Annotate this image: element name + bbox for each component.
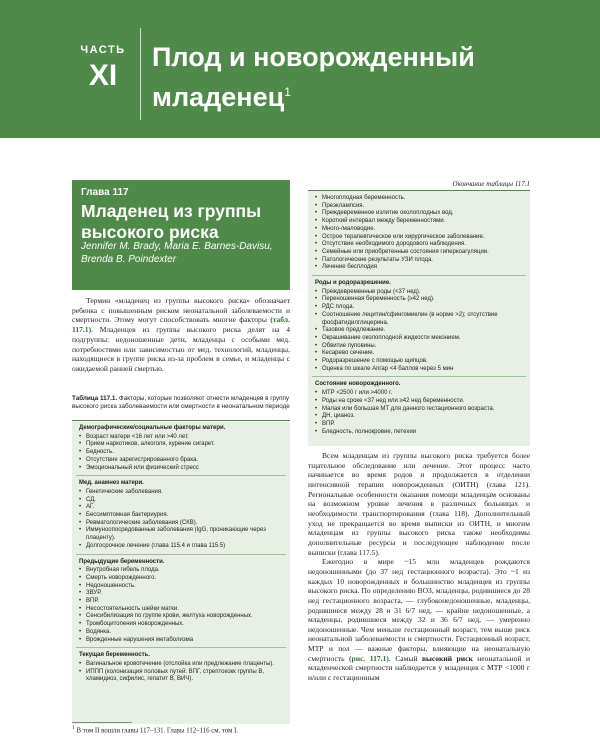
table-list-item: • Обвитие пуповины.: [315, 343, 523, 351]
table-list-item: • Прием наркотиков, алкоголя, курение сигарет.: [79, 441, 283, 449]
table-list-item: • Сенсибилизация по группе крови, желтуха новорожденных.: [79, 613, 283, 621]
body-text-segment: неонатальной и младенческой смертности наблюдается у младенцев с МТР <1000 г и/или с гестационным: [308, 653, 530, 683]
footnote-text: В том II вошли главы 117–131. Главы 112–116 см. том I.: [76, 727, 239, 735]
table-section-list: [79, 434, 283, 473]
table-list-item: • Малая или большая МТ для данного гестационного возраста.: [315, 406, 523, 414]
table-list-item: • МТР <2500 г или >4000 г.: [315, 390, 523, 398]
risk-factors-table-part1: [72, 420, 290, 724]
table-list-item: • ДН, цианоз.: [315, 413, 523, 421]
table-list-item: • Бледность, полнокровие, петехии: [315, 429, 523, 437]
table-list-item: • Много-/маловодие.: [315, 226, 523, 234]
table-list-item: • РДС плода.: [315, 304, 523, 312]
table-list-item: • Эмоциональный или физический стресс: [79, 465, 283, 473]
chapter-authors: Jennifer M. Brady, Maria E. Barnes-Davisu, Brenda B. Poindexter: [81, 241, 273, 265]
table-list-item: • Вагинальное кровотечение (отслойка или предлежание плаценты).: [79, 661, 283, 669]
table-caption-label: Таблица 117.1.: [72, 395, 118, 402]
table-list-item: • Преждевременное излитие околоплодных вод.: [315, 210, 523, 218]
table-list-item: • АГ.: [79, 504, 283, 512]
figure-ref[interactable]: (рис. 117.1): [349, 653, 389, 663]
table-section: [72, 476, 290, 553]
part-title-line2: младенец: [152, 82, 285, 112]
table-section-list: [315, 195, 523, 272]
chapter-label: Глава 117: [81, 187, 129, 198]
table-list-item: • ВПР.: [315, 421, 523, 429]
table-section-title: Роды и родоразрешение.: [315, 280, 391, 287]
body-text-segment: Ежегодно в мире ~15 млн младенцев рождаются недоношенными (до 37 нед гестационного возраста). Это ~1 из каждых 10 новорожденных и большинство младенцев из группы высокого риска. По определению ВОЗ, младенцы, родившиеся до 28 нед гестационного возраста, — глубоконедоношенные, младенцы, родившиеся между 28 и 31 6/7 нед, — крайне недоношенные, а младенцы, родившиеся между 32 и 36 6/7 нед, — умеренно недоношенные. Чем меньше гестационный возраст, тем выше риск неонатальной заболеваемости и смертности. Гестационный возраст, МТР и пол — важные факторы, влияющие на неонатальную смертность: [308, 557, 530, 663]
table-list-item: • Ревматологические заболевания (СКВ).: [79, 520, 283, 528]
table-section-title: Состояние новорожденного.: [315, 381, 401, 388]
intro-text-1: Термин «младенец из группы высокого риска» обозначает ребенка с повышенным риском неонатальной заболеваемости и смертности. Этому могут способствовать многие факторы: [72, 296, 290, 325]
body-text-segment: . Самый: [388, 653, 418, 663]
header-divider: [140, 28, 141, 120]
table-section-list: [79, 567, 283, 644]
table-section: [308, 191, 530, 275]
table-section-list: [315, 289, 523, 374]
part-label: ЧАСТЬ: [80, 44, 126, 56]
table-list-item: • Оценка по шкале Апгар <4 баллов через 5 мин: [315, 366, 523, 374]
part-title-footnote-mark: 1: [284, 85, 291, 99]
table-section-title: Текущая беременность.: [79, 652, 150, 659]
table-section: [308, 276, 530, 376]
table-list-item: • Внутробная гибель плода.: [79, 567, 283, 575]
table-continued-caption: Окончание таблицы 117.1: [452, 180, 530, 188]
footnote-mark: 1: [72, 725, 75, 731]
table-list-item: • ВПР.: [79, 598, 283, 606]
table-list-item: • Лечение бесплодия: [315, 264, 523, 272]
table-list-item: • Короткий интервал между беременностями.: [315, 218, 523, 226]
table-list-item: • Роды на сроке <37 нед или ≥42 нед беременности.: [315, 398, 523, 406]
intro-table-ref[interactable]: (табл. 117.1): [72, 315, 291, 335]
part-header: [0, 0, 600, 138]
table-list-item: • Переношенная беременность (≥42 нед).: [315, 296, 523, 304]
table-section-list: [79, 661, 283, 684]
table-list-item: • Семейные или приобретенные состояния гиперкоагуляции.: [315, 249, 523, 257]
table-list-item: • Возраст матери <16 лет или >40 лет.: [79, 434, 283, 442]
table-section-list: [315, 390, 523, 436]
table-section-title: Мед. анамнез матери.: [79, 480, 144, 487]
table-list-item: • Кесарево сечение.: [315, 350, 523, 358]
table-list-item: • Отсутствие необходимого дородового наблюдения.: [315, 241, 523, 249]
table-section: [308, 377, 530, 439]
table-list-item: • Водянка.: [79, 629, 283, 637]
table-list-item: • ЗВУР.: [79, 590, 283, 598]
table-list-item: • ИППП (колонизация половых путей: ВПГ, стрептококк группы B, хламидиоз, сифилис, гепатит B, ВИЧ).: [79, 669, 283, 684]
table-list-item: • Бессимптомная бактериурия.: [79, 512, 283, 520]
table-list-item: • Бедность.: [79, 449, 283, 457]
table-list-item: • СД.: [79, 497, 283, 505]
table-section-title: Демографические/социальные факторы матери.: [79, 425, 226, 431]
body-bold-term: высокий риск: [421, 653, 473, 663]
table-list-item: • Преэклампсия.: [315, 203, 523, 211]
body-text: [308, 451, 530, 683]
table-list-item: • Многоплодная беременность.: [315, 195, 523, 203]
table-list-item: • Тромбоцитопения новорожденных.: [79, 621, 283, 629]
table-list-item: • Тазовое предлежание.: [315, 327, 523, 335]
table-list-item: • Иммуноопосредованные заболевания (IgG, проникающие через плаценту).: [79, 527, 283, 542]
table-list-item: • Соотношение лецитин/сфингомиелин (в норме >2); отсутствие фосфатидилглицерина.: [315, 312, 523, 327]
table-list-item: • Отсутствие зарегистрированного брака.: [79, 457, 283, 465]
chapter-box: [72, 180, 290, 290]
table-list-item: • Врожденные нарушения метаболизма: [79, 637, 283, 645]
table-list-item: • Несостоятельность шейки матки.: [79, 606, 283, 614]
table-list-item: • Патологические результаты УЗИ плода.: [315, 257, 523, 265]
table-list-item: • Преждевременные роды (<37 нед).: [315, 289, 523, 297]
table-section: [72, 421, 290, 475]
intro-text-2: . Младенцев из группы высокого риска делят на 4 подгруппы: недоношенные дети, младенцы с особыми мед. потребностями или зависимостью от мед. технологий, младенцы, находящиеся в группе риска из-за проблем в семье, и младенцы с ожидаемой ранней смертью.: [72, 325, 290, 373]
part-number-block: [72, 44, 134, 92]
footnote-rule: [72, 722, 132, 723]
table-list-item: • Острое терапевтическое или хирургическое заболевание.: [315, 234, 523, 242]
table-list-item: • Родоразрешение с помощью щипцов.: [315, 358, 523, 366]
table-section: [72, 555, 290, 648]
table-caption-text: Факторы, которые позволяют отнести младенцев в группу высокого риска заболеваемости или смертности в неонатальном периоде: [72, 395, 290, 411]
table-section-list: [79, 489, 283, 551]
table-list-item: • Окрашивание околоплодной жидкости меконием.: [315, 335, 523, 343]
table-list-item: • Долгосрочное лечение (глава 115.4 и глава 115.5): [79, 543, 283, 551]
table-list-item: • Смерть новорожденного.: [79, 575, 283, 583]
body-paragraph: [308, 557, 530, 683]
part-title: [152, 40, 572, 115]
table-section-title: Предыдущие беременности.: [79, 558, 165, 565]
intro-paragraph: [72, 296, 290, 374]
table-section: [72, 648, 290, 687]
part-number: XI: [88, 59, 118, 92]
chapter-title: Младенец из группы высокого риска: [81, 201, 262, 242]
part-title-line1: Плод и новорожденный: [152, 42, 475, 72]
table-list-item: • Недоношенность.: [79, 583, 283, 591]
table-caption: [72, 395, 290, 411]
table-list-item: • Генетические заболевания.: [79, 489, 283, 497]
risk-factors-table-part2: [308, 190, 530, 446]
footnote: [72, 724, 290, 735]
body-paragraph: Всем младенцам из группы высокого риска требуется более тщательное обследование или лечение. Этот процесс часто начинается во время родов и продолжается в отделении интенсивной терапии новорожденных (ОИТН) (глава 121). Региональные особенности оказания помощи младенцам основаны на возможном уровне лечения в различных больницах и необходимости транспортирования (глава 118). Дополнительный уход не прекращается во время выписки из ОИТН, и многим младенцам из группы высокого риска также необходимы дополнительные ресурсы и последующее наблюдение после выписки (глава 117.5).: [308, 451, 530, 557]
